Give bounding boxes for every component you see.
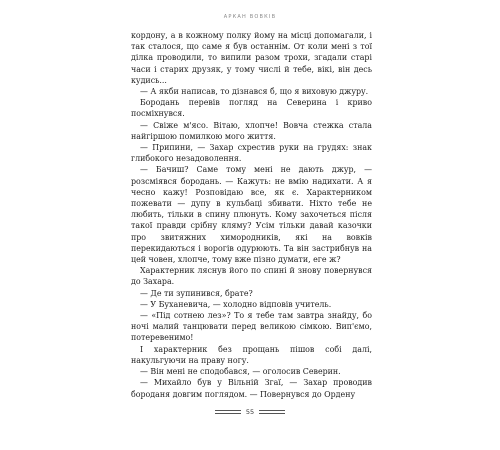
paragraph: — Він мені не сподобався, — оголосив Северин. — [140, 367, 341, 377]
paragraph: Характерник ляснув його по спині й знову повернувся до Захара. — [131, 266, 372, 287]
paragraph: — Бачиш? Саме тому мені не дають джур, — розсміявся бородань. — Кажуть: не вмію надихати. А я чесно кажу! Розповідаю все, як є. Характерником пожевати — дупу в кульбаці збивати. Ніхто тебе не любить, тільки в спину плюнуть. Кому захочеться після такої правди срібну кляму? Усім тільки давай казочки про звитяжних химородників, які на вовків перекидаються і ворогів одурюють. Та він застрибнув на цей човен, хлопче, тому вже пізно думати, еге ж? — [131, 165, 372, 265]
page-number: 55 — [245, 408, 255, 416]
right-rule-ornament — [259, 410, 285, 414]
paragraph: — Свіже м'ясо. Вітаю, хлопче! Вовча стежка стала найгіршою помилкою мого життя. — [131, 120, 372, 141]
paragraph: — Де ти зупинився, брате? — [140, 288, 253, 298]
paragraph: кордону, а в кожному полку йому на місці допомагали, і так сталося, що саме я був останнім. От коли мені з тої ділка проводили, то випили разом трохи, згадали старі часи і старих друзяк, у тому числі й тебе, вікі, він десь кудись... — [131, 31, 372, 85]
paragraph: — У Буханевича, — холодно відповів учитель. — [140, 299, 332, 309]
body-text — [131, 30, 372, 400]
paragraph: — «Під сотнею лез»? То я тебе там завтра знайду, бо ночі малий танцювати перед великою сімкою. Вип'ємо, потеревенимо! — [131, 311, 372, 343]
running-header: АРКАН ВОВКІВ — [223, 14, 277, 20]
page-footer — [0, 408, 500, 416]
paragraph: — Припини, — Захар схрестив руки на грудях: знак глибокого незадоволення. — [131, 143, 372, 164]
paragraph: — А якби написав, то дізнався б, що я виховую джуру. — [140, 87, 369, 97]
paragraph: Бородань перевів погляд на Северина і криво посміхнувся. — [131, 98, 372, 119]
left-rule-ornament — [215, 410, 241, 414]
paragraph: І характерник без прощань пішов собі далі, накульгуючи на праву ногу. — [131, 344, 372, 365]
paragraph: — Михайло був у Вільній Згаї, — Захар проводив бороданя довгим поглядом. — Повернувся до Ордену — [131, 378, 372, 399]
